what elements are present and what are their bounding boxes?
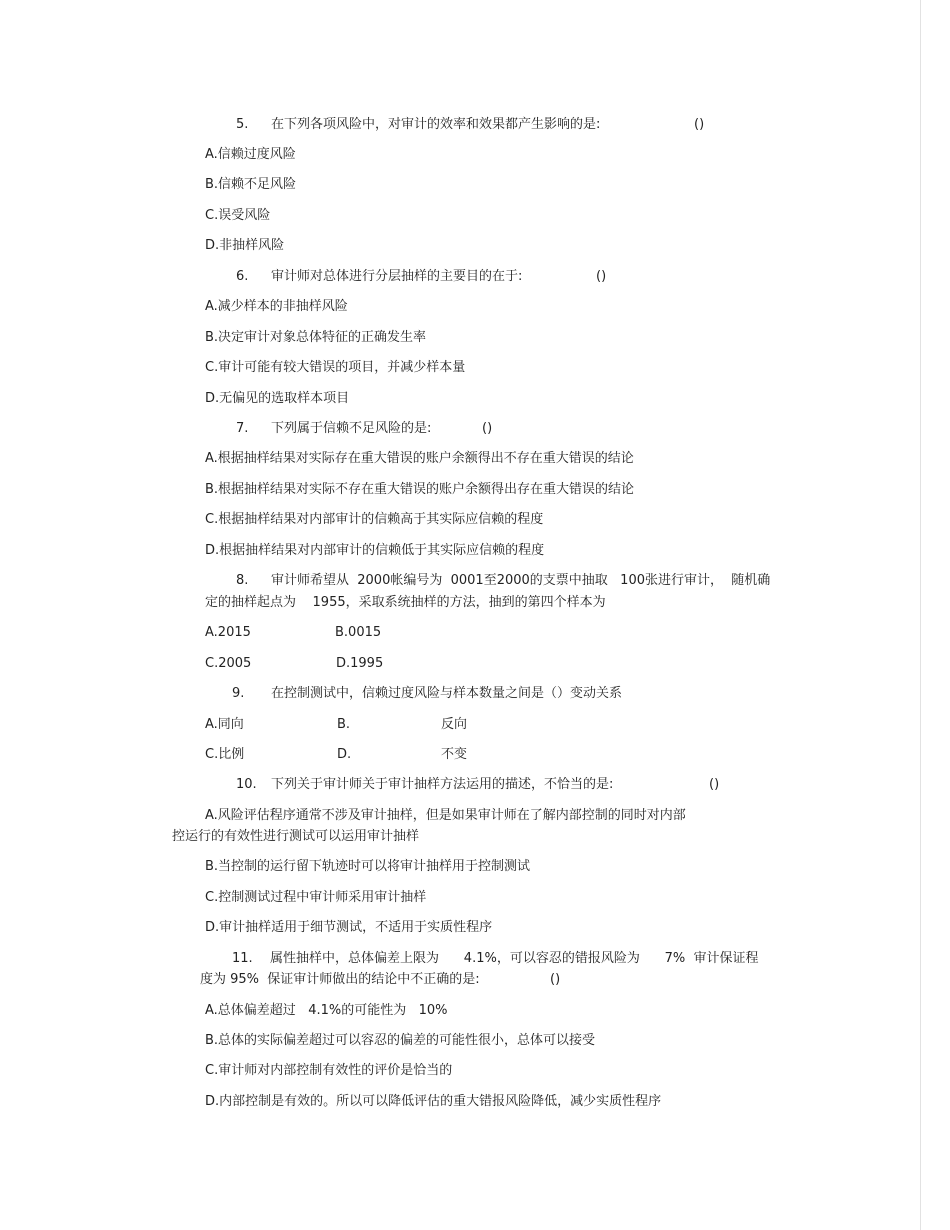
option-b-letter: B. [337, 717, 351, 732]
question-number: 8. [236, 573, 249, 588]
option-b: B.决定审计对象总体特征的正确发生率 [205, 330, 427, 345]
question-stem: 审计师对总体进行分层抽样的主要目的在于: [271, 269, 523, 284]
option-c: C.根据抽样结果对内部审计的信赖高于其实际应信赖的程度 [205, 512, 544, 527]
option-b: B.0015 [335, 625, 382, 640]
option-b: B.信赖不足风险 [205, 177, 297, 192]
option-d: D.非抽样风险 [205, 238, 285, 253]
option-c: C.误受风险 [205, 208, 271, 223]
question-number: 5. [236, 117, 249, 132]
question-stem-line-2: 度为 95% 保证审计师做出的结论中不正确的是: [200, 972, 480, 987]
question-stem-line-2: 定的抽样起点为 1955，采取系统抽样的方法，抽到的第四个样本为 [205, 595, 606, 610]
option-b: B.总体的实际偏差超过可以容忍的偏差的可能性很小，总体可以接受 [205, 1033, 596, 1048]
question-stem: 下列关于审计师关于审计抽样方法运用的描述，不恰当的是: [271, 777, 614, 792]
option-d-text: 不变 [441, 747, 468, 762]
option-a: A.2015 [205, 625, 251, 640]
question-stem: 在下列各项风险中，对审计的效率和效果都产生影响的是: [271, 117, 601, 132]
option-a-line-1: A.风险评估程序通常不涉及审计抽样，但是如果审计师在了解内部控制的同时对内部 [205, 808, 686, 823]
option-d: D.根据抽样结果对内部审计的信赖低于其实际应信赖的程度 [205, 543, 545, 558]
question-stem: 在控制测试中，信赖过度风险与样本数量之间是（）变动关系 [271, 686, 623, 701]
question-number: 10. [236, 777, 257, 792]
option-b: B.根据抽样结果对实际不存在重大错误的账户余额得出存在重大错误的结论 [205, 482, 635, 497]
option-d: D.无偏见的选取样本项目 [205, 391, 350, 406]
answer-bracket: () [482, 421, 493, 436]
question-number: 7. [236, 421, 249, 436]
option-c: C.比例 [205, 747, 245, 762]
question-number: 9. [232, 686, 245, 701]
option-d-letter: D. [337, 747, 352, 762]
question-stem-line-1: 属性抽样中，总体偏差上限为 4.1%，可以容忍的错报风险为 7% 审计保证程 [270, 951, 759, 966]
option-d: D.内部控制是有效的。所以可以降低评估的重大错报风险降低，减少实质性程序 [205, 1094, 662, 1109]
option-a: A.根据抽样结果对实际存在重大错误的账户余额得出不存在重大错误的结论 [205, 451, 634, 466]
option-c: C.审计可能有较大错误的项目，并减少样本量 [205, 360, 466, 375]
answer-bracket: () [596, 269, 607, 284]
page-edge [920, 0, 921, 1230]
option-c: C.2005 [205, 656, 252, 671]
question-stem-line-1: 审计师希望从 2000帐编号为 0001至2000的支票中抽取 100张进行审计， 随机确 [271, 573, 771, 588]
option-a-line-2: 控运行的有效性进行测试可以运用审计抽样 [172, 829, 420, 844]
question-number: 11. [232, 951, 253, 966]
question-stem: 下列属于信赖不足风险的是: [271, 421, 432, 436]
answer-bracket: () [550, 972, 561, 987]
option-b: B.当控制的运行留下轨迹时可以将审计抽样用于控制测试 [205, 859, 531, 874]
option-d: D.审计抽样适用于细节测试，不适用于实质性程序 [205, 920, 493, 935]
question-number: 6. [236, 269, 249, 284]
answer-bracket: () [709, 777, 720, 792]
option-a: A.减少样本的非抽样风险 [205, 299, 348, 314]
option-a: A.总体偏差超过 4.1%的可能性为 10% [205, 1003, 448, 1018]
option-c: C.审计师对内部控制有效性的评价是恰当的 [205, 1063, 453, 1078]
answer-bracket: () [694, 117, 705, 132]
option-a: A.同向 [205, 717, 244, 732]
option-c: C.控制测试过程中审计师采用审计抽样 [205, 890, 427, 905]
option-b-text: 反向 [441, 717, 468, 732]
option-a: A.信赖过度风险 [205, 147, 296, 162]
option-d: D.1995 [336, 656, 384, 671]
